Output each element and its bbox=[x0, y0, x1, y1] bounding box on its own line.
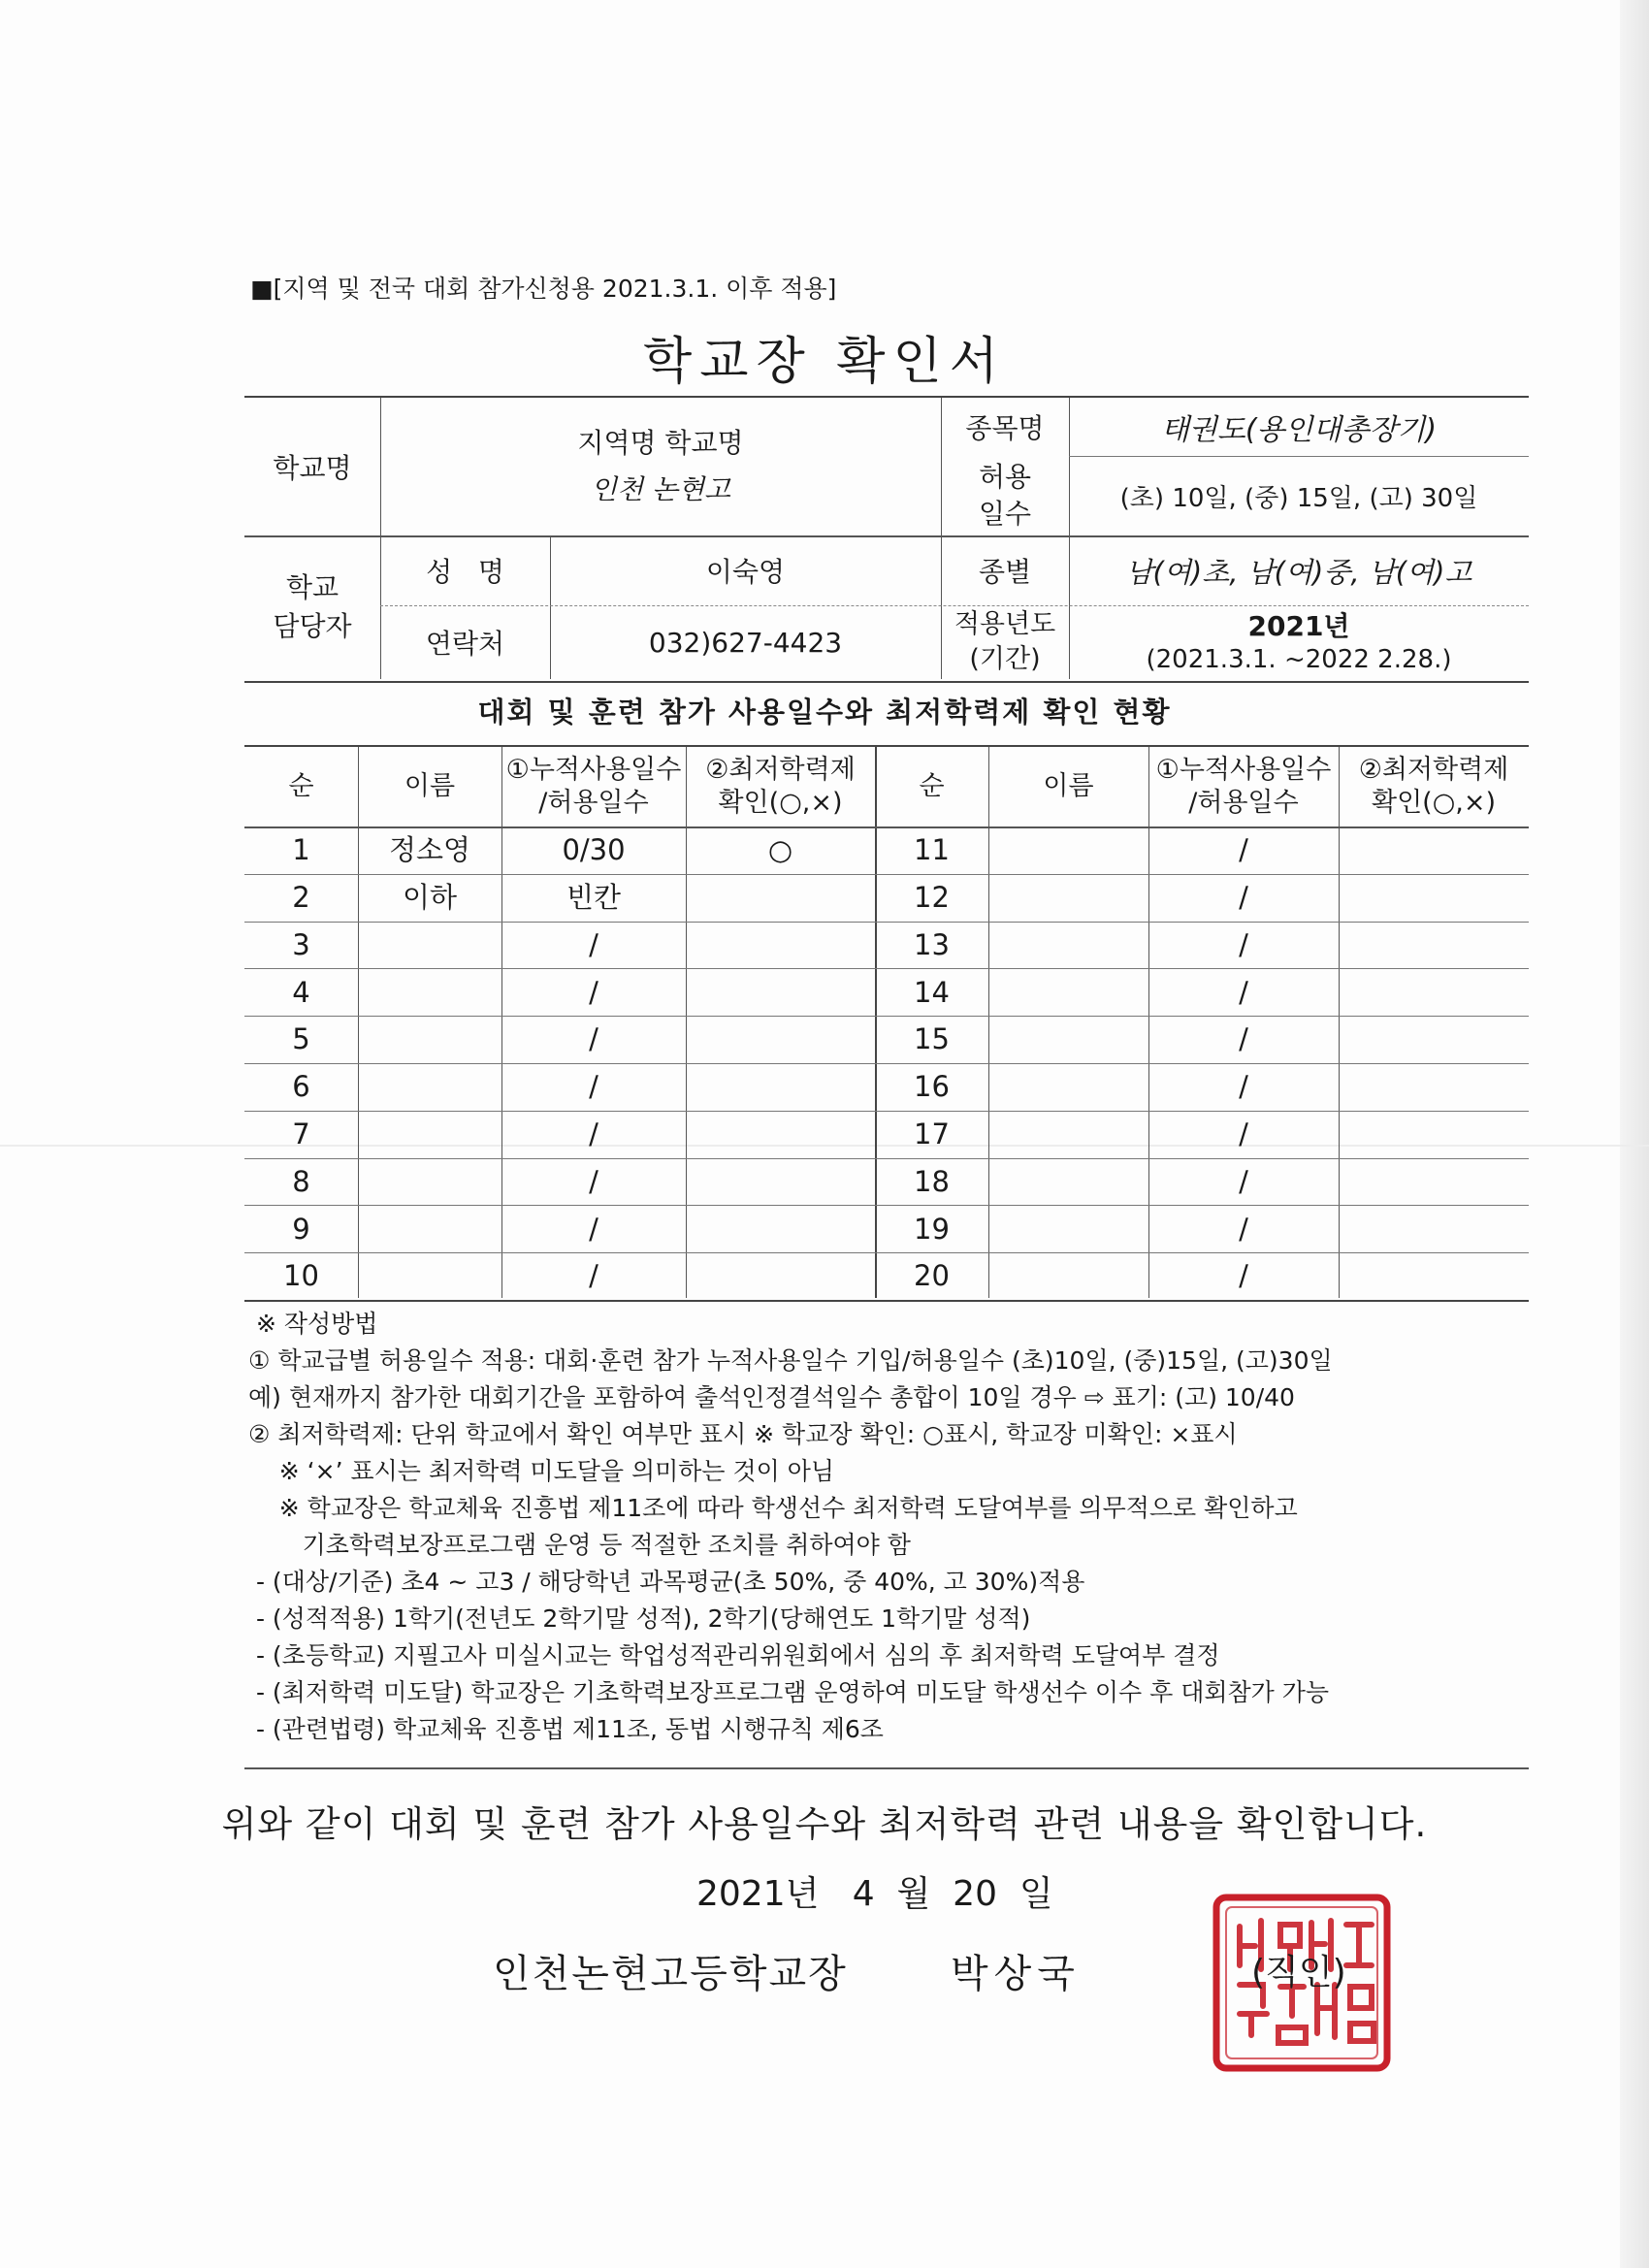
roster-cell bbox=[358, 1158, 501, 1206]
sign-date: 2021년 4 월 20 일 bbox=[696, 1874, 1053, 1914]
instructions bbox=[248, 1306, 1538, 1748]
roster-cell bbox=[1339, 1111, 1529, 1158]
roster-header: 순 bbox=[288, 771, 314, 802]
roster-cell bbox=[686, 922, 875, 969]
roster-header: ②최저학력제 확인(○,×) bbox=[705, 755, 856, 818]
roster-cell bbox=[988, 1016, 1148, 1063]
roster-cell: 18 bbox=[914, 1164, 950, 1198]
roster-cell: 14 bbox=[914, 975, 950, 1009]
roster-cell: 17 bbox=[914, 1118, 950, 1151]
roster-cell bbox=[686, 1205, 875, 1252]
roster-header: ①누적사용일수 /허용일수 bbox=[1155, 755, 1332, 818]
roster-cell: / bbox=[589, 1212, 598, 1246]
year-period: (2021.3.1. ~2022 2.28.) bbox=[1146, 645, 1452, 674]
roster-cell: / bbox=[1239, 975, 1248, 1009]
roster-cell bbox=[988, 826, 1148, 874]
roster-cell: / bbox=[1239, 1070, 1248, 1104]
note-line: ※ 학교장은 학교체육 진흥법 제11조에 따라 학생선수 최저학력 도달여부를 의무적으로 확인하고 bbox=[248, 1494, 1298, 1522]
roster-cell: 0/30 bbox=[562, 833, 626, 867]
roster-cell: / bbox=[589, 1022, 598, 1056]
confirmation-text: 위와 같이 대회 및 훈련 참가 사용일수와 최저학력 관련 내용을 확인합니다. bbox=[221, 1803, 1428, 1845]
roster-cell: 15 bbox=[914, 1022, 950, 1056]
roster-cell bbox=[1339, 826, 1529, 874]
note-line: ※ ‘×’ 표시는 최저학력 미도달을 의미하는 것이 아님 bbox=[248, 1457, 835, 1485]
header-note: ■[지역 및 전국 대회 참가신청용 2021.3.1. 이후 적용] bbox=[250, 275, 837, 303]
manager-label: 학교 담당자 bbox=[273, 571, 352, 642]
roster-cell: 7 bbox=[292, 1118, 310, 1151]
roster-cell: / bbox=[1239, 881, 1248, 915]
roster-cell: 6 bbox=[292, 1070, 310, 1104]
roster-cell bbox=[1339, 968, 1529, 1016]
roster-cell bbox=[988, 1111, 1148, 1158]
school-label: 학교명 bbox=[273, 452, 352, 484]
contact-label: 연락처 bbox=[425, 628, 505, 660]
roster-cell: / bbox=[589, 927, 598, 961]
roster-cell: 10 bbox=[283, 1259, 319, 1293]
manager-name: 이숙영 bbox=[705, 556, 786, 588]
roster-cell bbox=[988, 1252, 1148, 1300]
roster-cell: / bbox=[1239, 1118, 1248, 1151]
roster-table bbox=[244, 745, 1529, 1302]
allowed-label: 허용 일수 bbox=[978, 461, 1032, 530]
roster-cell bbox=[1339, 1205, 1529, 1252]
note-line: ② 최저학력제: 단위 학교에서 확인 여부만 표시 ※ 학교장 확인: ○표시, 학교장 미확인: ×표시 bbox=[248, 1420, 1238, 1448]
roster-cell bbox=[686, 874, 875, 922]
roster-cell: 2 bbox=[292, 881, 310, 915]
roster-cell: / bbox=[1239, 1212, 1248, 1246]
roster-header: 이름 bbox=[1043, 771, 1094, 802]
roster-cell bbox=[1339, 922, 1529, 969]
year-label: 적용년도 (기간) bbox=[954, 609, 1056, 674]
roster-cell bbox=[686, 1016, 875, 1063]
event-value: 태권도(용인대총장기) bbox=[1160, 413, 1438, 447]
principal-title: 인천논현고등학교장 bbox=[493, 1952, 848, 1996]
roster-cell: / bbox=[589, 1070, 598, 1104]
divider bbox=[244, 1767, 1529, 1769]
allowed-value: (초) 10일, (중) 15일, (고) 30일 bbox=[1119, 483, 1478, 513]
roster-cell: 11 bbox=[914, 833, 950, 867]
roster-header: 이름 bbox=[404, 771, 456, 802]
roster-cell bbox=[988, 1205, 1148, 1252]
note-line: - (대상/기준) 초4 ~ 고3 / 해당학년 과목평균(초 50%, 중 40%, 고 30%)적용 bbox=[248, 1568, 1085, 1596]
roster-cell: 정소영 bbox=[388, 833, 471, 867]
roster-cell: / bbox=[589, 1164, 598, 1198]
document-title: 학교장 확인서 bbox=[643, 333, 1006, 391]
roster-cell: 13 bbox=[914, 927, 950, 961]
roster-cell bbox=[358, 1016, 501, 1063]
note-line: 기초학력보장프로그램 운영 등 적절한 조치를 취하여야 함 bbox=[248, 1531, 911, 1559]
roster-cell: 16 bbox=[914, 1070, 950, 1104]
gender-value: 남(여)초, 남(여)중, 남(여)고 bbox=[1125, 555, 1472, 589]
roster-cell bbox=[358, 1252, 501, 1300]
roster-cell: / bbox=[1239, 1164, 1248, 1198]
roster-cell: 이하 bbox=[402, 881, 458, 915]
school-hint: 지역명 학교명 bbox=[577, 427, 744, 459]
note-line: ① 학교급별 허용일수 적용: 대회·훈련 참가 누적사용일수 기입/허용일수 (초)10일, (중)15일, (고)30일 bbox=[248, 1346, 1333, 1375]
note-line: - (초등학교) 지필고사 미실시교는 학업성적관리위원회에서 심의 후 최저학력 도달여부 결정 bbox=[248, 1641, 1220, 1669]
info-table bbox=[244, 396, 1529, 683]
roster-cell bbox=[988, 1063, 1148, 1111]
roster-cell: 4 bbox=[292, 975, 310, 1009]
roster-cell bbox=[686, 1063, 875, 1111]
roster-cell: 20 bbox=[914, 1259, 950, 1293]
roster-cell bbox=[988, 1158, 1148, 1206]
contact-value: 032)627-4423 bbox=[648, 626, 843, 659]
note-line: - (관련법령) 학교체육 진흥법 제11조, 동법 시행규칙 제6조 bbox=[248, 1715, 884, 1743]
roster-cell bbox=[988, 968, 1148, 1016]
roster-cell bbox=[988, 922, 1148, 969]
gender-label: 종별 bbox=[978, 556, 1032, 588]
roster-cell bbox=[1339, 1016, 1529, 1063]
year-value: 2021년 bbox=[1247, 610, 1350, 642]
roster-cell: / bbox=[1239, 1022, 1248, 1056]
section-title: 대회 및 훈련 참가 사용일수와 최저학력제 확인 현황 bbox=[477, 696, 1172, 729]
roster-cell: 5 bbox=[292, 1022, 310, 1056]
roster-cell bbox=[988, 874, 1148, 922]
roster-cell: 12 bbox=[914, 881, 950, 915]
roster-cell bbox=[686, 1111, 875, 1158]
roster-cell: ○ bbox=[767, 833, 793, 867]
roster-cell bbox=[358, 922, 501, 969]
roster-cell bbox=[358, 968, 501, 1016]
note-line: 예) 현재까지 참가한 대회기간을 포함하여 출석인정결석일수 총합이 10일 경우 ⇨ 표기: (고) 10/40 bbox=[248, 1383, 1295, 1411]
roster-cell: 8 bbox=[292, 1164, 310, 1198]
note-line: - (최저학력 미도달) 학교장은 기초학력보장프로그램 운영하여 미도달 학생선수 이수 후 대회참가 가능 bbox=[248, 1678, 1330, 1706]
roster-cell bbox=[1339, 1158, 1529, 1206]
roster-header: 순 bbox=[919, 771, 945, 802]
note-line: ※ 작성방법 bbox=[248, 1310, 378, 1338]
roster-cell: / bbox=[1239, 927, 1248, 961]
event-label: 종목명 bbox=[965, 412, 1045, 444]
roster-cell bbox=[358, 1111, 501, 1158]
seal-label: (직인) bbox=[1251, 1953, 1346, 1993]
roster-cell: / bbox=[1239, 1259, 1248, 1293]
roster-cell bbox=[358, 1063, 501, 1111]
roster-cell: / bbox=[589, 1118, 598, 1151]
name-label: 성 명 bbox=[426, 556, 504, 588]
roster-cell: 빈칸 bbox=[566, 881, 622, 915]
roster-cell: 3 bbox=[292, 927, 310, 961]
roster-header: ②최저학력제 확인(○,×) bbox=[1358, 755, 1509, 818]
roster-cell bbox=[1339, 874, 1529, 922]
roster-cell: 1 bbox=[292, 833, 310, 867]
roster-cell bbox=[1339, 1252, 1529, 1300]
principal-name: 박상국 bbox=[951, 1952, 1081, 1996]
roster-cell: / bbox=[589, 1259, 598, 1293]
roster-header: ①누적사용일수 /허용일수 bbox=[505, 755, 682, 818]
roster-cell: 19 bbox=[914, 1212, 950, 1246]
roster-cell bbox=[358, 1205, 501, 1252]
roster-cell: 9 bbox=[292, 1212, 310, 1246]
roster-cell bbox=[1339, 1063, 1529, 1111]
school-name: 인천 논현고 bbox=[590, 473, 731, 505]
note-line: - (성적적용) 1학기(전년도 2학기말 성적), 2학기(당해연도 1학기말 성적) bbox=[248, 1604, 1031, 1633]
roster-cell: / bbox=[589, 975, 598, 1009]
roster-cell bbox=[686, 1252, 875, 1300]
roster-cell bbox=[686, 1158, 875, 1206]
roster-cell: / bbox=[1239, 833, 1248, 867]
roster-cell bbox=[686, 968, 875, 1016]
